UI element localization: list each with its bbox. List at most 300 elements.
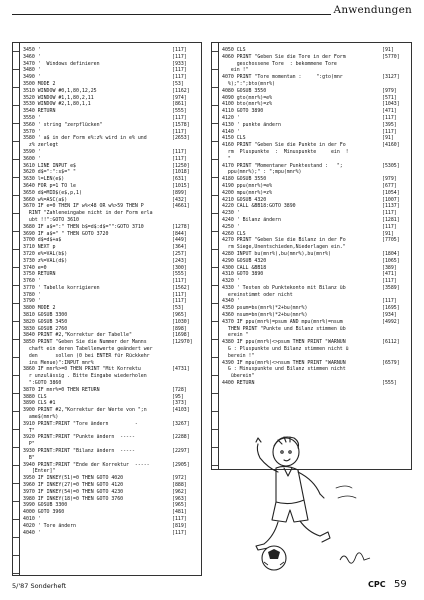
code-text: 3780 ' <box>23 291 41 298</box>
checksum <box>172 217 198 224</box>
code-text: 3590 ' <box>23 148 41 155</box>
code-text: 4360 nsum=bn(mnr%)*2+bu(mnr%) <box>222 312 308 319</box>
checksum <box>172 210 198 217</box>
code-line <box>23 149 198 156</box>
perforation-mark <box>13 141 19 142</box>
checksum: [91] <box>382 230 394 237</box>
checksum <box>382 61 408 68</box>
perforation-mark <box>212 429 218 430</box>
listing-column-right <box>211 42 412 470</box>
code-text: 3770 ' Tabelle korrigieren <box>23 284 100 291</box>
perforation-mark <box>13 501 19 502</box>
code-line <box>23 448 198 455</box>
code-text: 4370 IF ppu(mnr%)=psum AND mpu(mnr%)=nsum <box>222 318 343 325</box>
code-line <box>23 197 198 204</box>
checksum: [979] <box>382 176 397 183</box>
code-line <box>222 210 408 217</box>
code-text: 3810 GOSUB 3300 <box>23 312 68 319</box>
perforation-mark <box>13 483 19 484</box>
checksum: [471] <box>382 108 397 115</box>
perforation-mark <box>13 231 19 232</box>
code-line <box>222 95 408 102</box>
checksum: [117] <box>172 148 187 155</box>
perforation-mark <box>212 141 218 142</box>
code-line <box>23 373 198 380</box>
perforation-mark <box>13 573 19 574</box>
page-number: 59 <box>394 579 407 590</box>
code-line <box>222 346 408 353</box>
code-text: 3730 z%=VAL(d$) <box>23 257 68 264</box>
magazine-brand: CPC <box>368 580 386 589</box>
code-line <box>23 285 198 292</box>
checksum: [481] <box>172 509 187 516</box>
code-line <box>23 530 198 537</box>
perforation-mark <box>212 123 218 124</box>
code-line <box>222 373 408 380</box>
perforation-mark <box>212 465 218 466</box>
code-line <box>222 360 408 367</box>
perforation-mark <box>13 195 19 196</box>
checksum: [555] <box>172 108 187 115</box>
checksum: [3127] <box>382 74 400 81</box>
code-line <box>222 115 408 122</box>
checksum: [6579] <box>382 359 400 366</box>
perforation-mark <box>13 393 19 394</box>
checksum: [728] <box>172 386 187 393</box>
code-line <box>23 496 198 503</box>
checksum <box>382 156 408 163</box>
perforation-strip <box>212 43 219 469</box>
code-text: 3840 PRINT #2,"Korrektur der Tabelle" <box>23 332 132 339</box>
checksum <box>382 373 408 380</box>
code-text: THEN PRINT "Punkte und Bilanz stimmen üb <box>222 325 346 332</box>
checksum: [1162] <box>172 87 190 94</box>
checksum: [117] <box>172 114 187 121</box>
checksum: [2288] <box>172 434 190 441</box>
code-text: ein !" <box>222 67 249 74</box>
header-rule <box>12 14 340 15</box>
code-line <box>23 326 198 333</box>
code-line <box>222 366 408 373</box>
checksum: [1250] <box>172 162 190 169</box>
code-line <box>222 231 408 238</box>
code-text: rm Siege,Unentschieden,Niederlagen ein." <box>222 244 346 251</box>
code-line <box>222 217 408 224</box>
code-text: 3620 d$=":":s$=" " <box>23 169 76 176</box>
code-line <box>23 74 198 81</box>
checksum: [117] <box>172 155 187 162</box>
checksum <box>172 373 198 380</box>
code-text: 3750 RETURN <box>23 271 56 278</box>
checksum: [1698] <box>172 332 190 339</box>
code-line <box>222 305 408 312</box>
code-text: 3980 IF INKEY(18)=0 THEN GOTO 3760 <box>23 495 124 502</box>
code-line <box>23 203 198 210</box>
code-text: [Enter]" <box>23 468 56 475</box>
code-line <box>23 394 198 401</box>
code-text: 4230 ' <box>222 210 240 217</box>
code-line <box>23 61 198 68</box>
code-line <box>23 135 198 142</box>
perforation-mark <box>13 447 19 448</box>
code-line <box>23 217 198 224</box>
code-text: 4060 PRINT "Geben Sie die Tore in der Form <box>222 53 346 60</box>
code-line <box>23 502 198 509</box>
checksum: [117] <box>172 515 187 522</box>
code-text: 4300 CALL &BB18 <box>222 264 267 271</box>
checksum: [965] <box>172 502 187 509</box>
checksum: [1695] <box>382 305 400 312</box>
code-text: 3740 e=0 <box>23 264 47 271</box>
code-text: 4120 ' <box>222 114 240 121</box>
code-line <box>23 414 198 421</box>
checksum <box>382 149 408 156</box>
code-line <box>222 326 408 333</box>
perforation-mark <box>212 285 218 286</box>
code-line <box>222 339 408 346</box>
code-text: 3950 IF INKEY(51)=0 THEN GOTO 4020 <box>23 475 124 482</box>
code-text: 3890 CLS #1 <box>23 400 56 407</box>
code-text: 4270 PRINT "Geben Sie die Bilanz in der Fo <box>222 237 346 244</box>
code-line <box>23 251 198 258</box>
code-line <box>222 74 408 81</box>
checksum <box>172 455 198 462</box>
perforation-mark <box>13 105 19 106</box>
checksum: [555] <box>382 380 397 387</box>
checksum: [117] <box>172 67 187 74</box>
code-text: 3970 IF INKEY(54)=0 THEN GOTO 4230 <box>23 488 124 495</box>
code-text: 4220 CALL &BB18:GOTO 3890 <box>222 203 296 210</box>
code-line <box>23 169 198 176</box>
artist-signature <box>340 553 370 563</box>
checksum: [4103] <box>172 407 190 414</box>
perforation-mark <box>212 303 218 304</box>
code-text: 4250 ' <box>222 223 240 230</box>
code-text: ereinstimmt oder nicht <box>222 291 293 298</box>
checksum <box>382 346 408 353</box>
checksum: [898] <box>172 325 187 332</box>
checksum: [2905] <box>172 461 190 468</box>
checksum <box>382 292 408 299</box>
checksum: [1030] <box>172 318 190 325</box>
code-text: RINT "Zahleneingabe nicht in der Form erla <box>23 210 153 217</box>
code-line <box>23 380 198 387</box>
checksum: [117] <box>382 298 397 305</box>
code-line <box>222 163 408 170</box>
perforation-mark <box>13 429 19 430</box>
perforation-mark <box>13 411 19 412</box>
code-text: 4260 CLS <box>222 230 246 237</box>
perforation-mark <box>212 87 218 88</box>
code-text: berein !" <box>222 352 255 359</box>
code-text: 3940 PRINT:PRINT "Ende der Korrektur ----- <box>23 461 150 468</box>
code-text: rm Pluspunkte : Minuspunkte ein ! <box>222 148 349 155</box>
code-text: T" <box>23 427 35 434</box>
checksum: [117] <box>172 53 187 60</box>
checksum: [631] <box>172 176 187 183</box>
code-line <box>222 67 408 74</box>
code-text: 3760 ' <box>23 278 41 285</box>
checksum <box>172 441 198 448</box>
code-text: 4160 PRINT "Geben Sie die Punkte in der Fo <box>222 142 346 149</box>
code-text: 4110 GOTO 3890 <box>222 108 264 115</box>
checksum <box>382 353 408 360</box>
perforation-mark <box>13 69 19 70</box>
checksum: [117] <box>382 114 397 121</box>
code-line <box>23 271 198 278</box>
code-line <box>222 258 408 265</box>
code-text: 3820 GOSUB 3450 <box>23 318 68 325</box>
perforation-mark <box>212 195 218 196</box>
checksum: [1281] <box>382 216 400 223</box>
checksum <box>172 468 198 475</box>
checksum: [1054] <box>382 189 400 196</box>
code-text: 4340 ' <box>222 298 240 305</box>
code-line <box>23 244 198 251</box>
code-text: 3640 FOR p=1 TO le <box>23 182 76 189</box>
code-line <box>23 54 198 61</box>
checksum: [117] <box>172 128 187 135</box>
checksum: [117] <box>172 291 187 298</box>
perforation-mark <box>13 87 19 88</box>
code-text: 3570 ' <box>23 128 41 135</box>
code-text: 4280 INPUT bu(mnr%),bu(mnr%),bu(mnr%) <box>222 250 331 257</box>
code-text: 4290 GOSUB 4320 <box>222 257 267 264</box>
checksum: [3589] <box>382 284 400 291</box>
code-text: 3500 MODE 2 <box>23 80 56 87</box>
code-text: B" <box>23 454 35 461</box>
listing-column-left <box>12 42 202 576</box>
code-line <box>23 265 198 272</box>
code-text: 3560 ' string "zerpflücken" <box>23 121 103 128</box>
code-text: 3690 IF a$=" " THEN GOTO 3720 <box>23 230 109 237</box>
code-text: 4150 CLS <box>222 135 246 142</box>
code-line <box>23 183 198 190</box>
code-text: 4080 GOSUB 3550 <box>222 87 267 94</box>
code-line <box>222 380 408 387</box>
perforation-mark <box>13 465 19 466</box>
code-line <box>222 237 408 244</box>
checksum: [117] <box>172 298 187 305</box>
code-line <box>222 298 408 305</box>
checksum: [7705] <box>382 237 400 244</box>
checksum: [819] <box>172 522 187 529</box>
checksum: [117] <box>172 47 187 53</box>
code-line <box>23 95 198 102</box>
code-text: 3490 ' <box>23 74 41 81</box>
checksum: [974] <box>172 94 187 101</box>
code-line <box>222 332 408 339</box>
code-text: geschossene Tore : bekommene Tore <box>222 60 337 67</box>
code-text: 4010 ' <box>23 515 41 522</box>
code-text: 4210 GOSUB 4320 <box>222 196 267 203</box>
checksum: [395] <box>382 121 397 128</box>
code-text: überein" <box>222 373 255 380</box>
checksum <box>172 346 198 353</box>
code-line <box>222 122 408 129</box>
checksum: [1278] <box>172 223 190 230</box>
code-text: 3860 IF mnr%>=0 THEN PRINT "Mit Korrektu <box>23 366 141 373</box>
code-line <box>23 441 198 448</box>
code-line <box>23 292 198 299</box>
checksum: [1578] <box>172 121 190 128</box>
code-text: 3480 ' <box>23 67 41 74</box>
code-line <box>23 129 198 136</box>
checksum: [861] <box>172 101 187 108</box>
checksum <box>172 428 198 435</box>
code-text: 3800 MODE 2 <box>23 305 56 312</box>
code-line <box>222 203 408 210</box>
code-text: 3920 PRINT:PRINT "Punkte ändern ----- <box>23 434 135 441</box>
checksum <box>172 414 198 421</box>
code-text: 3930 PRINT:PRINT "Bilanz ändern ----- <box>23 448 135 455</box>
perforation-mark <box>13 321 19 322</box>
code-text: 3700 d$=d$+a$ <box>23 237 62 244</box>
code-line <box>222 244 408 251</box>
code-text: ppu(mnr%);" : ";mpu(mnr%) <box>222 169 302 176</box>
checksum: [117] <box>172 74 187 81</box>
code-text: 4380 IF ppu(mnr%)<>psum THEN PRINT "WARNUN <box>222 339 346 346</box>
code-text: r unzulässig . Bitte Eingabe wiederholen <box>23 373 147 380</box>
checksum: [1007] <box>382 196 400 203</box>
code-line <box>23 88 198 95</box>
code-text: 4400 RETURN <box>222 380 255 387</box>
checksum <box>382 169 408 176</box>
section-title: Anwendungen <box>331 4 412 16</box>
code-text: 3650 d$=MID$(e$,p,1) <box>23 189 82 196</box>
code-line <box>23 47 198 54</box>
code-line <box>23 475 198 482</box>
code-line <box>23 523 198 530</box>
checksum: [933] <box>172 60 187 67</box>
code-text: chaft ein deren Tabellenwerte geändert wer <box>23 346 153 353</box>
code-text: 3520 WINDOW #1,1,80,2,11 <box>23 94 94 101</box>
code-text: 3870 IF mnr%=0 THEN RETURN <box>23 386 100 393</box>
perforation-mark <box>13 303 19 304</box>
code-text: 3530 WINDOW #2,1,80,1,1 <box>23 101 91 108</box>
checksum: [117] <box>382 278 397 285</box>
perforation-mark <box>212 231 218 232</box>
perforation-mark <box>212 321 218 322</box>
code-line <box>222 224 408 231</box>
perforation-mark <box>212 69 218 70</box>
checksum: [117] <box>382 223 397 230</box>
code-line <box>23 67 198 74</box>
code-listing-left <box>23 47 198 536</box>
checksum: [962] <box>172 488 187 495</box>
code-text: 4020 ' Tore ändern <box>23 522 76 529</box>
perforation-mark <box>212 51 218 52</box>
code-text: 4100 bto(mnr%)=z% <box>222 101 273 108</box>
perforation-mark <box>13 213 19 214</box>
code-line <box>222 129 408 136</box>
checksum: [117] <box>172 278 187 285</box>
code-line <box>23 434 198 441</box>
code-line <box>222 81 408 88</box>
code-line <box>23 482 198 489</box>
code-line <box>222 292 408 299</box>
perforation-mark <box>13 177 19 178</box>
code-line <box>23 237 198 244</box>
code-text: 3600 ' <box>23 155 41 162</box>
checksum: [389] <box>382 264 397 271</box>
checksum: [2653] <box>172 135 190 142</box>
code-line <box>222 197 408 204</box>
code-text: 3830 GOSUB 2760 <box>23 325 68 332</box>
code-line <box>23 190 198 197</box>
code-text: 3710 NEXT p <box>23 244 56 251</box>
code-line <box>23 163 198 170</box>
code-text: " <box>222 155 231 162</box>
code-line <box>222 278 408 285</box>
checksum: [91] <box>382 135 394 142</box>
code-line <box>23 142 198 149</box>
code-text: 3960 IF INKEY(27)=0 THEN GOTO 4120 <box>23 482 124 488</box>
code-line <box>23 339 198 346</box>
code-line <box>23 298 198 305</box>
code-text: 4310 GOTO 3890 <box>222 271 264 278</box>
code-line <box>222 353 408 360</box>
code-line <box>222 54 408 61</box>
code-line <box>23 81 198 88</box>
checksum <box>382 366 408 373</box>
code-line <box>222 312 408 319</box>
code-text: 3910 PRINT:PRINT "Tore ändern - <box>23 420 138 427</box>
code-text: 4200 mpu(mnr%)=z% <box>222 189 273 196</box>
code-text: 3580 ' a$ in der Form e%:z% wird in e% und <box>23 135 147 142</box>
code-line <box>23 210 198 217</box>
perforation-mark <box>13 537 19 538</box>
perforation-mark <box>212 447 218 448</box>
code-text: 3470 ' Windows definieren <box>23 60 100 67</box>
code-line <box>222 190 408 197</box>
checksum <box>172 380 198 387</box>
code-line <box>23 346 198 353</box>
perforation-mark <box>13 357 19 358</box>
code-line <box>23 353 198 360</box>
checksum: [4661] <box>172 203 190 210</box>
perforation-mark <box>212 177 218 178</box>
code-text: ":GOTO 3860 <box>23 380 62 387</box>
checksum: [4160] <box>382 142 400 149</box>
code-line <box>222 149 408 156</box>
perforation-mark <box>13 267 19 268</box>
code-text: 4170 PRINT "Momentaner Punktestand : "; <box>222 162 343 169</box>
checksum <box>172 360 198 367</box>
code-text: 4130 ' punkte ändern <box>222 121 281 128</box>
perforation-mark <box>13 519 19 520</box>
code-text: 4040 ' <box>23 529 41 536</box>
code-text: 3720 e%=VAL(b$) <box>23 250 68 257</box>
checksum: [1804] <box>382 250 400 257</box>
code-text: 3510 WINDOW #0,1,80,12,25 <box>23 87 97 94</box>
perforation-mark <box>212 393 218 394</box>
code-line <box>23 305 198 312</box>
checksum: [963] <box>172 495 187 502</box>
perforation-mark <box>212 249 218 250</box>
code-text: ame$(mnr%) <box>23 414 59 421</box>
code-text: 4240 ' Bilanz ändern <box>222 216 281 223</box>
checksum: [12970] <box>172 339 193 346</box>
code-text: 4350 psum=bs(mnr%)*2+bu(mnr%) <box>222 305 308 312</box>
code-text: 4190 ppu(mnr%)=e% <box>222 182 273 189</box>
code-text: 3550 ' <box>23 114 41 121</box>
checksum: [1137] <box>382 203 400 210</box>
code-text: ins Menue)":INPUT mnr% <box>23 359 94 366</box>
code-line <box>222 183 408 190</box>
checksum <box>382 326 408 333</box>
checksum: [1562] <box>172 284 190 291</box>
